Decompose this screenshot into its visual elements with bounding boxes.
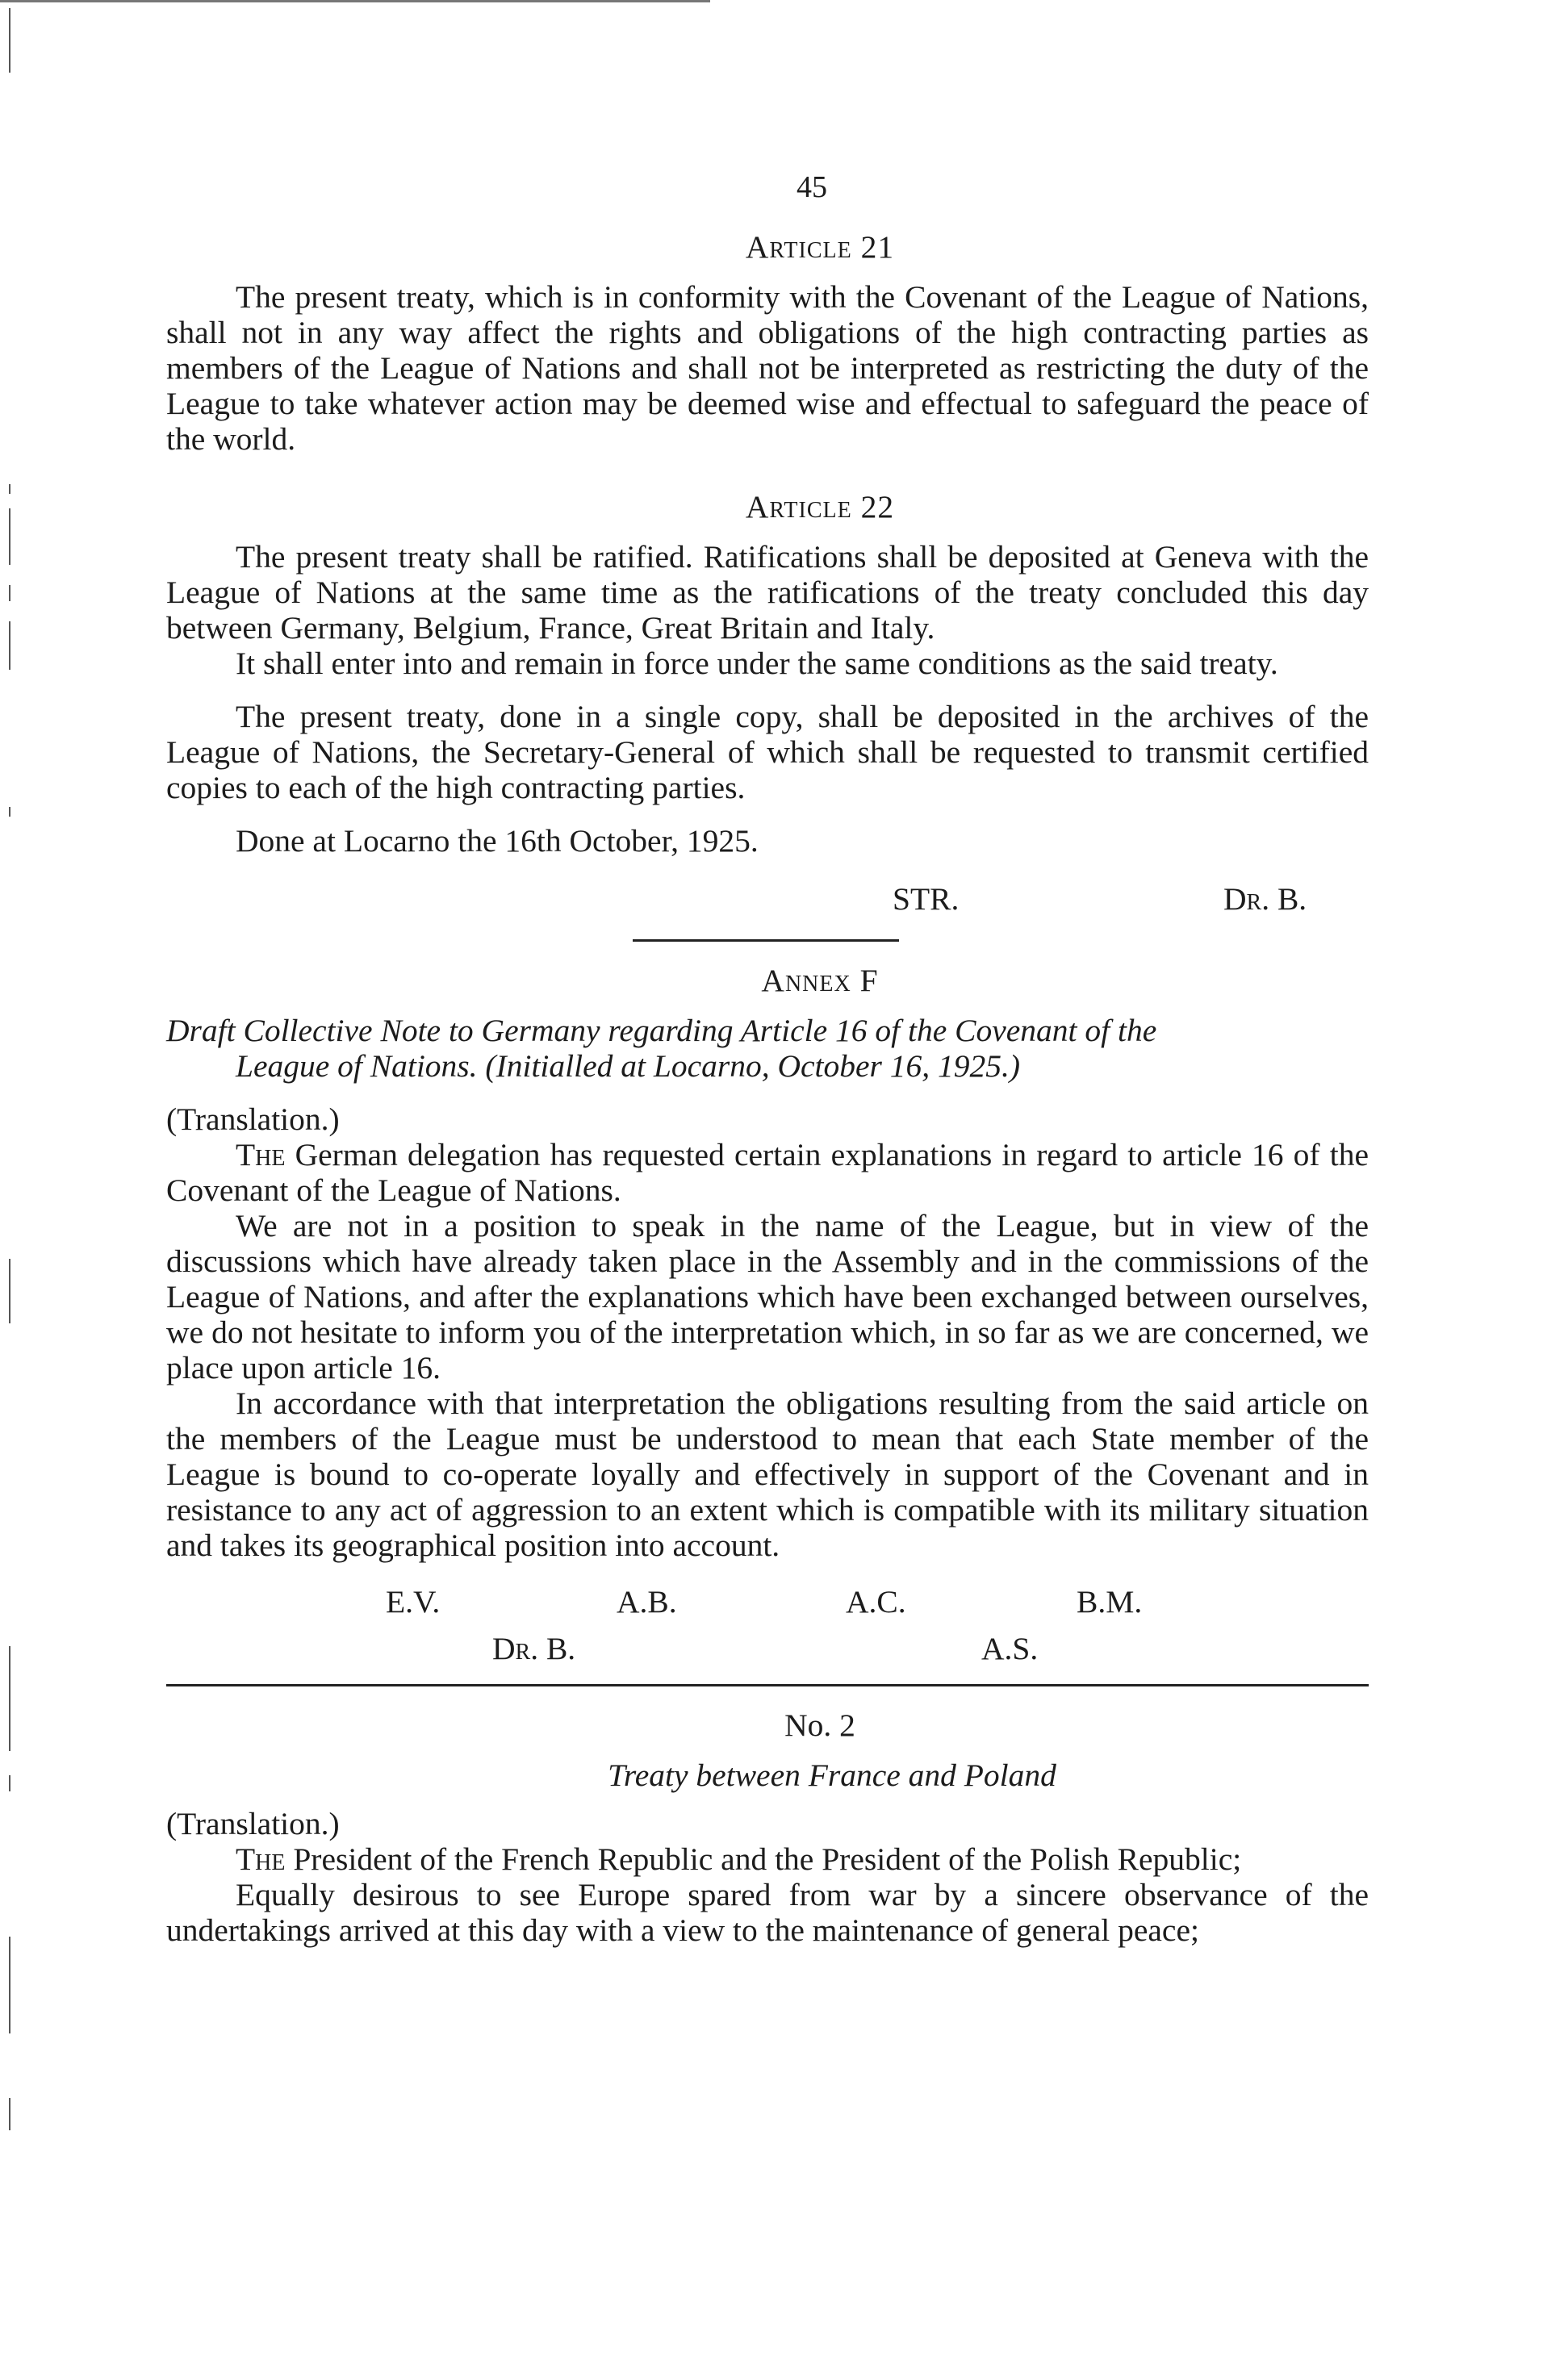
article-22-done-at: Done at Locarno the 16th October, 1925. (236, 823, 759, 859)
article-22-heading: Article 22 (745, 489, 895, 525)
signature-str: STR. (893, 881, 960, 917)
signature-dr-b: Dr. B. (1223, 881, 1307, 917)
section-divider-full (166, 1684, 1369, 1686)
annex-f-signatures-row-1 (166, 1584, 1369, 1631)
annex-f-signatures-row-2 (166, 1631, 1369, 1678)
top-edge-line (0, 0, 710, 2)
signature-dr-b-annex: Dr. B. (492, 1631, 576, 1666)
signature-as: A.S. (981, 1631, 1039, 1666)
article-21-heading: Article 21 (745, 229, 895, 265)
no-2-heading: No. 2 (784, 1707, 855, 1743)
no-2-para-1-text: President of the French Republic and the President of the Polish Republic; (285, 1841, 1242, 1877)
annex-f-title-line-1: Draft Collective Note to Germany regarding Article 16 of the Covenant of the (166, 1013, 1157, 1048)
no-2-title: Treaty between France and Poland (608, 1757, 1056, 1793)
article-22-signatures (166, 881, 1369, 928)
annex-f-title (166, 1013, 1369, 1084)
annex-f-title-line-2: League of Nations. (Initialled at Locarno, October 16, 1925.) (236, 1048, 1021, 1084)
section-divider-short (633, 939, 899, 942)
signature-ac: A.C. (846, 1584, 906, 1620)
page-number: 45 (797, 170, 827, 204)
no-2-para-1-lead: The (236, 1841, 286, 1877)
scan-margin-marks (5, 0, 24, 2353)
article-22-para-2: It shall enter into and remain in force under the same conditions as the said treaty. (236, 646, 1278, 681)
annex-f-para-1-lead: The (236, 1137, 286, 1172)
annex-f-para-3: In accordance with that interpretation the obligations resulting from the said article on the members of the League must be understood to mean that each State member of the League is bound to co-operate loyally and effectively in support of the Covenant and in resistance to any act of aggression to an extent which is compatible with its military situation and takes its geographical position into account. (166, 1385, 1369, 1563)
no-2-para-1 (166, 1841, 1369, 1877)
no-2-para-2: Equally desirous to see Europe spared from war by a sincere observance of the undertakings arrived at this day with a view to the maintenance of general peace; (166, 1877, 1369, 1948)
signature-ab: A.B. (617, 1584, 677, 1620)
annex-f-para-1 (166, 1137, 1369, 1208)
annex-f-para-1-text: German delegation has requested certain explanations in regard to article 16 of the Covenant of the League of Nations. (166, 1137, 1369, 1208)
article-22-para-1: The present treaty shall be ratified. Ratifications shall be deposited at Geneva with the League of Nations at the same time as the ratifications of the treaty concluded this day between Germany, Belgium, France, Great Britain and Italy. (166, 539, 1369, 646)
signature-bm: B.M. (1077, 1584, 1143, 1620)
article-21-text: The present treaty, which is in conformity with the Covenant of the League of Nations, shall not in any way affect the rights and obligations of the high contracting parties as members of the League of Nations and shall not be interpreted as restricting the duty of the League to take whatever action may be deemed wise and effectual to safeguard the peace of the world. (166, 279, 1369, 457)
article-22-para-3: The present treaty, done in a single copy, shall be deposited in the archives of the League of Nations, the Secretary-General of which shall be requested to transmit certified copies to each of the high contracting parties. (166, 699, 1369, 805)
annex-f-heading: Annex F (761, 963, 879, 998)
annex-f-para-2: We are not in a position to speak in the name of the League, but in view of the discussions which have already taken place in the Assembly and in the commissions of the League of Nations, and after the explanations which have been exchanged between ourselves, we do not hesitate to inform you of the interpretation which, in so far as we are concerned, we place upon article 16. (166, 1208, 1369, 1385)
no-2-translation-label: (Translation.) (166, 1806, 340, 1841)
document-body (166, 169, 1369, 1948)
annex-f-translation-label: (Translation.) (166, 1101, 340, 1137)
signature-ev: E.V. (386, 1584, 441, 1620)
